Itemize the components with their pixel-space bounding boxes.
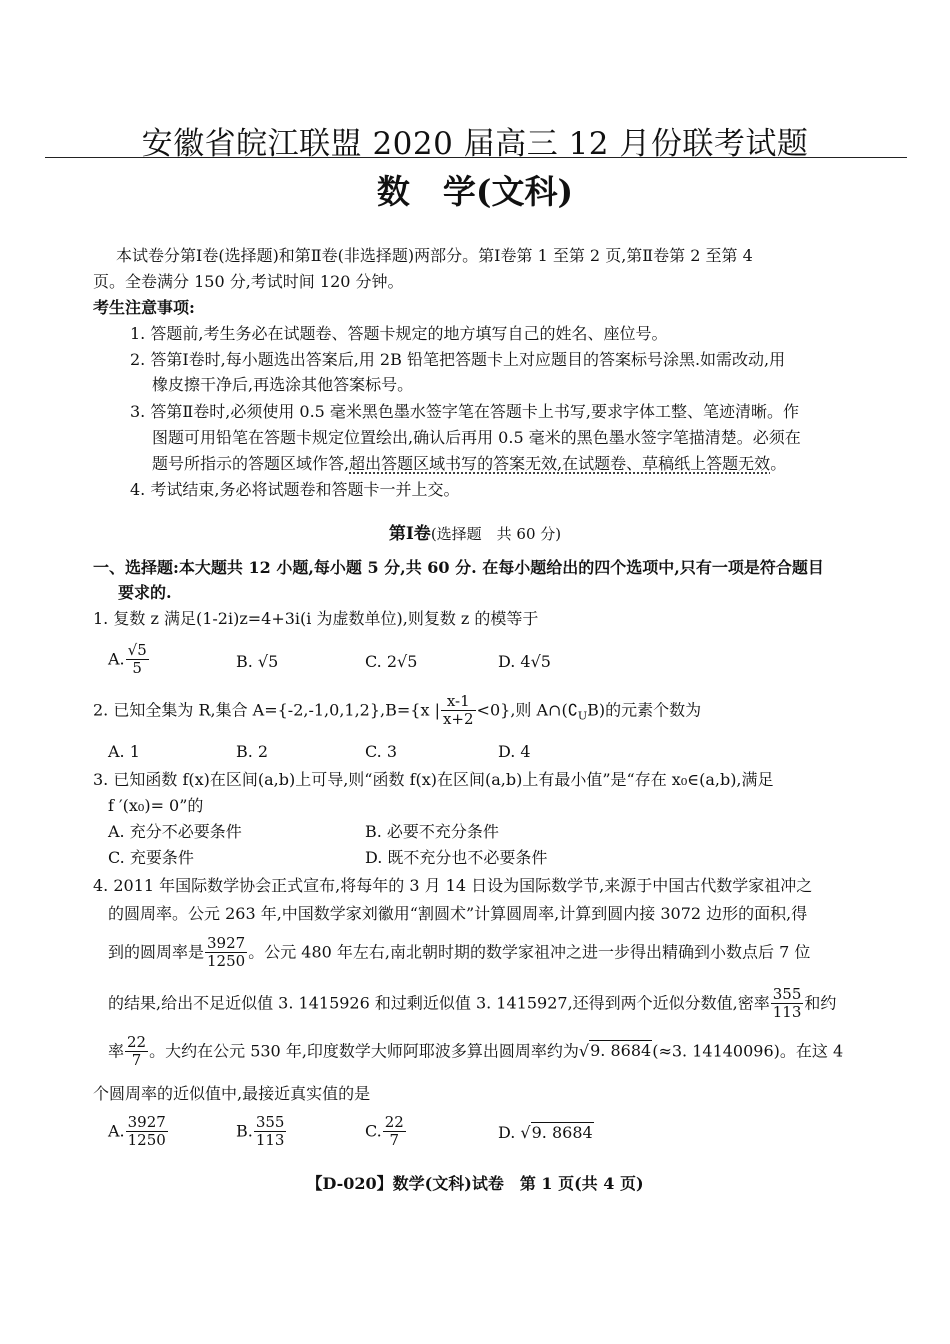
fraction: $\frac{22}{7}$ [384, 1113, 404, 1150]
notice-item-3-line-1: 3. 答第Ⅱ卷时,必须使用 0.5 毫米黑色墨水签字笔在答题卡上书写,要求字体工整、笔迹清晰。作 [130, 402, 800, 421]
question-4-line-4: 的结果,给出不足近似值 3. 1415926 和过剩近似值 3. 1415927,还得到两个近似分数值,密率 $\frac{355}{113}$ 和约 [108, 985, 837, 1022]
intro-line-2: 页。全卷满分 150 分,考试时间 120 分钟。 [93, 272, 404, 291]
notice-item-4: 4. 考试结束,务必将试题卷和答题卡一并上交。 [130, 480, 460, 499]
page-footer: 【D-020】数学(文科)试卷 第 1 页(共 4 页) [306, 1174, 644, 1193]
intro-line-1: 本试卷分第Ⅰ卷(选择题)和第Ⅱ卷(非选择题)两部分。第Ⅰ卷第 1 至第 2 页,第Ⅱ卷第 2 至第 4 [116, 246, 753, 265]
exam-subject: 数 学(文科) [376, 172, 574, 211]
section-1-line-2: 要求的. [118, 583, 172, 602]
question-1-stem: 1. 复数 z 满足(1-2i)z=4+3i(i 为虚数单位),则复数 z 的模等于 [93, 609, 539, 628]
question-2-option-c: C. 3 [365, 742, 398, 761]
notice-item-1: 1. 答题前,考生务必在试题卷、答题卡规定的地方填写自己的姓名、座位号。 [130, 324, 668, 343]
question-1-option-d: D. 4√5 [498, 652, 551, 671]
notice-item-2-line-1: 2. 答第Ⅰ卷时,每小题选出答案后,用 2B 铅笔把答题卡上对应题目的答案标号涂黑.如需改动,用 [130, 350, 786, 369]
fraction: $\frac{355}{113}$ [772, 985, 802, 1022]
notice-item-3-line-3: 题号所指示的答题区域作答,超出答题区域书写的答案无效,在试题卷、草稿纸上答题无效。 [152, 454, 787, 473]
part-1-heading: 第Ⅰ卷(选择题 共 60 分) [388, 524, 562, 544]
question-4-option-d: D. √9. 8684 [498, 1123, 593, 1142]
question-2-option-d: D. 4 [498, 742, 531, 761]
question-3-option-c: C. 充要条件 [108, 848, 194, 867]
question-3-option-d: D. 既不充分也不必要条件 [365, 848, 548, 867]
question-3-option-a: A. 充分不必要条件 [108, 822, 242, 841]
emphasis-text: 超出答题区域书写的答案无效,在试题卷、草稿纸上答题无效 [349, 454, 771, 473]
question-3-line-2: f ′(x₀)= 0”的 [108, 796, 204, 815]
question-4-line-2: 的圆周率。公元 263 年,中国数学家刘徽用“割圆术”计算圆周率,计算到圆内接 3072 边形的面积,得 [108, 904, 808, 923]
question-4-line-1: 4. 2011 年国际数学协会正式宣布,将每年的 3 月 14 日设为国际数学节,来源于中国古代数学家祖冲之 [93, 876, 813, 895]
exam-title: 安徽省皖江联盟 2020 届高三 12 月份联考试题 [141, 126, 809, 162]
section-1-line-1: 一、选择题:本大题共 12 小题,每小题 5 分,共 60 分. 在每小题给出的四个选项中,只有一项是符合题目 [93, 558, 824, 577]
question-4-option-b: B. $\frac{355}{113}$ [236, 1113, 285, 1150]
question-4-option-a: A. $\frac{3927}{1250}$ [108, 1113, 166, 1150]
title-rule [45, 157, 907, 158]
fraction: $\frac{22}{7}$ [127, 1033, 147, 1070]
notice-item-2-line-2: 橡皮擦干净后,再选涂其他答案标号。 [152, 375, 414, 394]
question-3-line-1: 3. 已知函数 f(x)在区间(a,b)上可导,则“函数 f(x)在区间(a,b)上有最小值”是“存在 x₀∈(a,b),满足 [93, 770, 774, 789]
question-1-option-c: C. 2√5 [365, 652, 418, 671]
fraction: $\frac{355}{113}$ [255, 1113, 285, 1150]
question-1-option-a: A. $\frac{√5}{5}$ [108, 641, 147, 678]
question-4-line-5: 率 $\frac{22}{7}$ 。大约在公元 530 年,印度数学大师阿耶波多算出圆周率约为√9. 8684(≈3. 14140096)。在这 4 [108, 1033, 844, 1070]
notice-heading: 考生注意事项: [93, 298, 195, 317]
question-3-option-b: B. 必要不充分条件 [365, 822, 499, 841]
fraction: $\frac{3927}{1250}$ [207, 934, 246, 971]
question-4-line-6: 个圆周率的近似值中,最接近真实值的是 [93, 1084, 371, 1103]
question-4-line-3: 到的圆周率是 $\frac{3927}{1250}$ 。公元 480 年左右,南北朝时期的数学家祖冲之进一步得出精确到小数点后 7 位 [108, 934, 811, 971]
question-4-option-c: C. $\frac{22}{7}$ [365, 1113, 404, 1150]
question-2-option-b: B. 2 [236, 742, 269, 761]
question-1-option-b: B. √5 [236, 652, 279, 671]
question-2-option-a: A. 1 [108, 742, 140, 761]
fraction: $\frac{√5}{5}$ [127, 641, 147, 678]
question-2-stem: 2. 已知全集为 R,集合 A={-2,-1,0,1,2},B={x | $\frac{x-1}{x+2}$ <0},则 $A\cap(∁_UB)$的元素个数为 [93, 692, 702, 729]
fraction: $\frac{3927}{1250}$ [127, 1113, 166, 1150]
fraction: $\frac{x-1}{x+2}$ [442, 692, 474, 729]
notice-item-3-line-2: 图题可用铅笔在答题卡规定位置绘出,确认后再用 0.5 毫米的黑色墨水签字笔描清楚。必须在 [152, 428, 801, 447]
